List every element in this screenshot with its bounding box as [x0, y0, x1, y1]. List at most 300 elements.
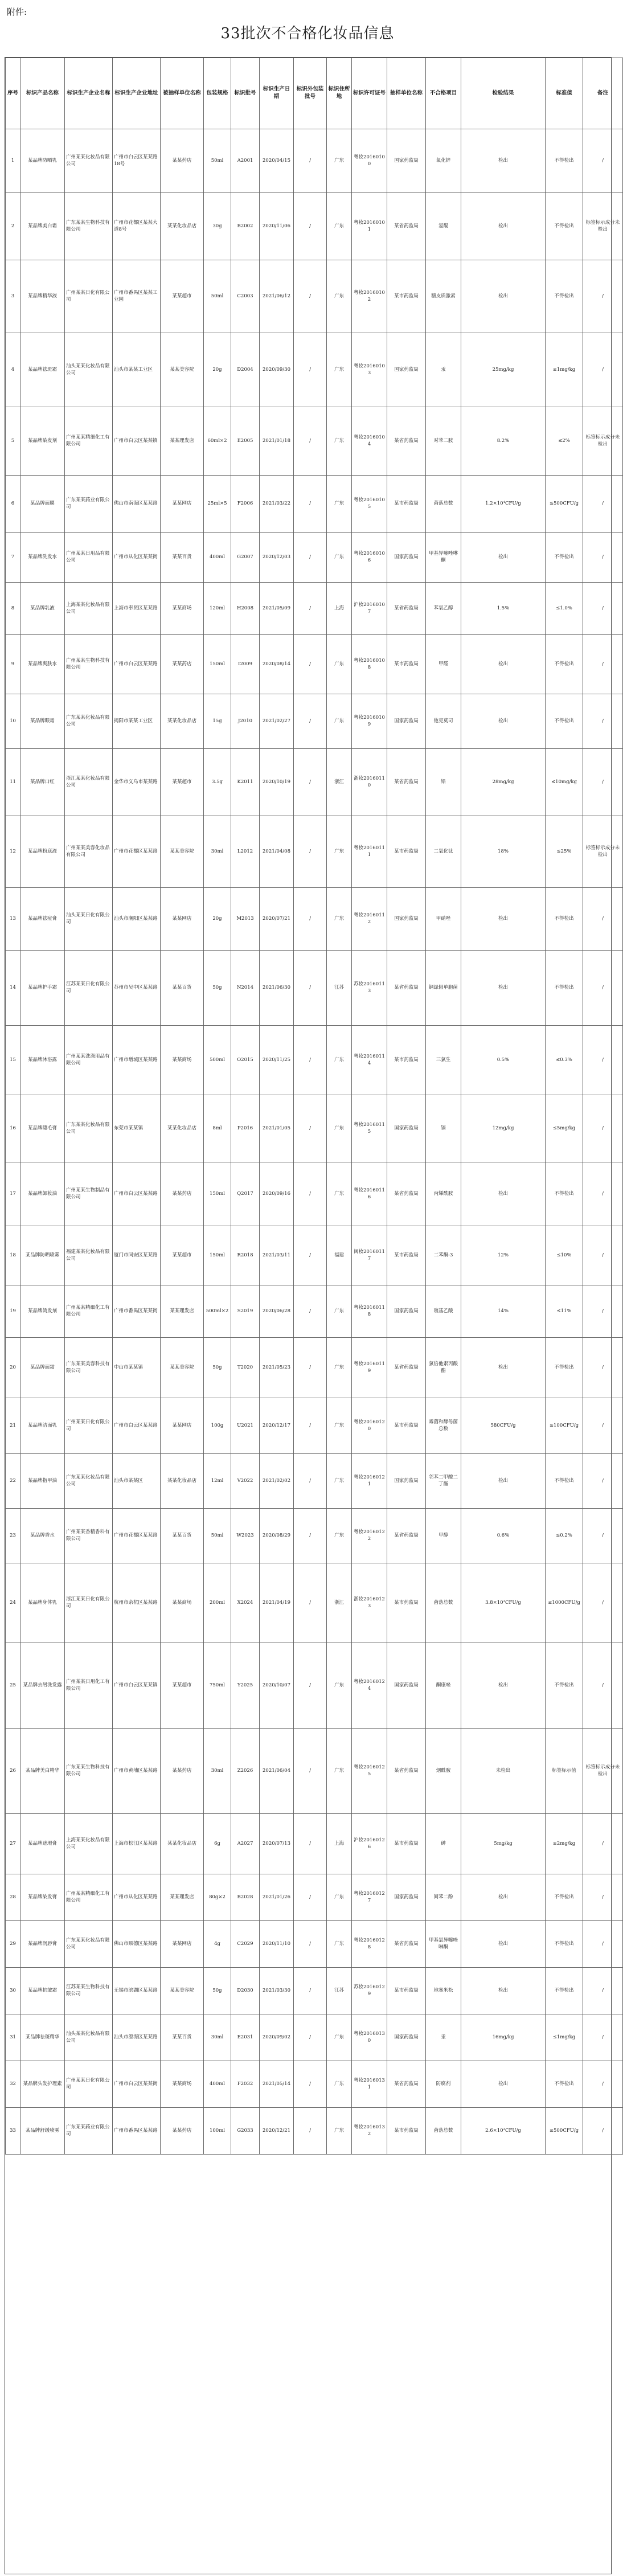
table-cell: 检出: [461, 1643, 546, 1729]
table-cell: 29: [6, 1921, 21, 1968]
table-cell: 2020/10/19: [260, 749, 294, 816]
table-cell: /: [294, 1509, 327, 1563]
table-cell: 200ml: [204, 1563, 231, 1643]
table-cell: 国家药监局: [387, 129, 426, 193]
table-cell: 某品牌面膜: [21, 476, 65, 533]
table-cell: 甲基异噻唑啉酮: [426, 533, 461, 583]
table-cell: 丙烯酰胺: [426, 1162, 461, 1226]
table-cell: /: [583, 129, 623, 193]
table-cell: 某某药店: [161, 129, 204, 193]
table-cell: /: [583, 2061, 623, 2108]
table-cell: N2014: [231, 951, 260, 1026]
table-cell: 浙江: [327, 1563, 352, 1643]
table-cell: 8.2%: [461, 407, 546, 476]
table-cell: 2: [6, 193, 21, 260]
table-cell: 某某药店: [161, 2108, 204, 2155]
table-cell: 广州市白云区某某路18号: [113, 129, 161, 193]
table-cell: 2021/01/05: [260, 1095, 294, 1162]
table-cell: 检出: [461, 888, 546, 951]
table-cell: 粤妆20160109: [352, 694, 387, 749]
table-cell: 甲醛: [426, 635, 461, 694]
table-cell: A2027: [231, 1814, 260, 1874]
table-cell: 30ml: [204, 1729, 231, 1814]
table-cell: 铜绿假单胞菌: [426, 951, 461, 1026]
table-cell: 广州某某洗涤用品有限公司: [65, 1026, 113, 1095]
table-cell: 广州市从化区某某路: [113, 1874, 161, 1921]
table-cell: 某品牌护手霜: [21, 951, 65, 1026]
table-cell: /: [294, 1968, 327, 2014]
table-cell: 苏州市吴中区某某路: [113, 951, 161, 1026]
table-cell: 广州某某日化有限公司: [65, 1398, 113, 1454]
table-cell: ≤25%: [546, 816, 583, 888]
table-cell: 粤妆20160114: [352, 1026, 387, 1095]
table-cell: 150ml: [204, 635, 231, 694]
table-cell: 检出: [461, 694, 546, 749]
table-cell: T2020: [231, 1338, 260, 1398]
table-cell: /: [294, 129, 327, 193]
table-cell: 某品牌眼霜: [21, 694, 65, 749]
table-cell: 广州某某精细化工有限公司: [65, 407, 113, 476]
table-cell: 检出: [461, 260, 546, 333]
table-cell: 120ml: [204, 583, 231, 635]
table-cell: 0.6%: [461, 1509, 546, 1563]
table-cell: 粤妆20160124: [352, 1643, 387, 1729]
table-cell: 某市药监局: [387, 1398, 426, 1454]
table-cell: 江苏某某生物科技有限公司: [65, 1968, 113, 2014]
table-cell: 广东: [327, 260, 352, 333]
table-cell: 广州市从化区某某街: [113, 533, 161, 583]
table-row: [6, 1563, 623, 1643]
table-cell: 标签标示成分未检出: [583, 193, 623, 260]
table-cell: 某某美容院: [161, 333, 204, 407]
table-cell: /: [294, 260, 327, 333]
table-cell: 20: [6, 1338, 21, 1398]
column-header: 标识住所地: [327, 58, 352, 129]
table-cell: 5: [6, 407, 21, 476]
table-cell: U2021: [231, 1398, 260, 1454]
table-cell: 广州某某美容化妆品有限公司: [65, 816, 113, 888]
table-cell: X2024: [231, 1563, 260, 1643]
table-cell: 不得检出: [546, 1454, 583, 1509]
table-cell: 某品牌爽肤水: [21, 635, 65, 694]
table-cell: 某品牌沐浴露: [21, 1026, 65, 1095]
table-cell: 汕头某某化妆品有限公司: [65, 2014, 113, 2061]
table-cell: 菌落总数: [426, 1563, 461, 1643]
table-cell: 2020/06/28: [260, 1285, 294, 1338]
table-cell: 某品牌美白精华: [21, 1729, 65, 1814]
table-cell: 某品牌祛斑霜: [21, 333, 65, 407]
table-cell: 粤妆20160122: [352, 1509, 387, 1563]
table-cell: 烟酰胺: [426, 1729, 461, 1814]
table-cell: 上海某某化妆品有限公司: [65, 1814, 113, 1874]
table-cell: 国家药监局: [387, 1643, 426, 1729]
table-cell: P2016: [231, 1095, 260, 1162]
table-cell: /: [294, 193, 327, 260]
table-cell: 某品牌头发护理素: [21, 2061, 65, 2108]
table-cell: /: [583, 1285, 623, 1338]
table-cell: 不得检出: [546, 1921, 583, 1968]
table-cell: 不得检出: [546, 1968, 583, 2014]
table-cell: /: [583, 533, 623, 583]
table-cell: 7: [6, 533, 21, 583]
table-cell: 粤妆20160102: [352, 260, 387, 333]
table-cell: 18: [6, 1226, 21, 1285]
table-cell: 某某网店: [161, 1398, 204, 1454]
table-cell: 粤妆20160119: [352, 1338, 387, 1398]
table-cell: 8: [6, 583, 21, 635]
table-cell: 某品牌遮瑕膏: [21, 1814, 65, 1874]
column-header: 标识生产企业名称: [65, 58, 113, 129]
table-cell: 广东某某化妆品有限公司: [65, 1095, 113, 1162]
table-cell: 检出: [461, 1968, 546, 2014]
table-cell: 25mg/kg: [461, 333, 546, 407]
table-cell: 佛山市南海区某某路: [113, 476, 161, 533]
table-cell: 某品牌口红: [21, 749, 65, 816]
table-cell: 3.8×10³CFU/g: [461, 1563, 546, 1643]
table-cell: 广州某某精细化工有限公司: [65, 1285, 113, 1338]
table-cell: 广东: [327, 1095, 352, 1162]
table-cell: /: [583, 1509, 623, 1563]
table-cell: 某市药监局: [387, 260, 426, 333]
table-cell: 24: [6, 1563, 21, 1643]
table-row: [6, 1729, 623, 1814]
table-cell: 某省药监局: [387, 1509, 426, 1563]
table-row: [6, 1643, 623, 1729]
table-cell: 2020/09/02: [260, 2014, 294, 2061]
table-cell: 检出: [461, 1338, 546, 1398]
table-cell: 检出: [461, 1874, 546, 1921]
table-cell: 汕头某某日化有限公司: [65, 888, 113, 951]
table-cell: /: [583, 1026, 623, 1095]
table-cell: D2030: [231, 1968, 260, 2014]
table-cell: 2020/11/06: [260, 193, 294, 260]
table-cell: 粤妆20160103: [352, 333, 387, 407]
table-row: [6, 1026, 623, 1095]
table-cell: J2010: [231, 694, 260, 749]
table-cell: /: [294, 1643, 327, 1729]
table-cell: 4: [6, 333, 21, 407]
table-cell: 3.5g: [204, 749, 231, 816]
table-cell: 1.5%: [461, 583, 546, 635]
table-cell: 某某超市: [161, 749, 204, 816]
table-cell: /: [583, 635, 623, 694]
table-cell: 广州某某生物科技有限公司: [65, 635, 113, 694]
table-cell: ≤1.0%: [546, 583, 583, 635]
table-cell: 某品牌乳液: [21, 583, 65, 635]
table-cell: 广东: [327, 2061, 352, 2108]
table-cell: 东莞市某某镇: [113, 1095, 161, 1162]
table-cell: 粤妆20160132: [352, 2108, 387, 2155]
table-cell: /: [294, 583, 327, 635]
table-cell: 某省药监局: [387, 407, 426, 476]
table-cell: C2029: [231, 1921, 260, 1968]
column-header: 标识生产企业地址: [113, 58, 161, 129]
table-cell: 50g: [204, 1338, 231, 1398]
table-cell: 2021/03/30: [260, 1968, 294, 2014]
table-cell: 广东某某药业有限公司: [65, 2108, 113, 2155]
table-cell: 某某百货: [161, 533, 204, 583]
table-cell: /: [583, 749, 623, 816]
table-cell: 某某网店: [161, 888, 204, 951]
table-cell: 2021/05/23: [260, 1338, 294, 1398]
table-cell: 10: [6, 694, 21, 749]
table-cell: 不得检出: [546, 1338, 583, 1398]
table-cell: 粤妆20160108: [352, 635, 387, 694]
table-cell: 浙妆20160110: [352, 749, 387, 816]
table-row: [6, 749, 623, 816]
table-cell: /: [583, 1162, 623, 1226]
table-cell: 标签标示值: [546, 1729, 583, 1814]
table-cell: 氧化锌: [426, 129, 461, 193]
table-cell: /: [294, 1095, 327, 1162]
table-cell: 某市药监局: [387, 1026, 426, 1095]
table-cell: 苏妆20160113: [352, 951, 387, 1026]
table-cell: 19: [6, 1285, 21, 1338]
table-cell: 福建: [327, 1226, 352, 1285]
table-row: [6, 1285, 623, 1338]
table-cell: L2012: [231, 816, 260, 888]
table-cell: 50g: [204, 951, 231, 1026]
table-cell: 2020/10/07: [260, 1643, 294, 1729]
table-cell: ≤10mg/kg: [546, 749, 583, 816]
table-cell: 国家药监局: [387, 333, 426, 407]
table-cell: V2022: [231, 1454, 260, 1509]
table-cell: /: [294, 2108, 327, 2155]
table-cell: 粤妆20160105: [352, 476, 387, 533]
table-cell: 3: [6, 260, 21, 333]
table-cell: 广东: [327, 1729, 352, 1814]
table-cell: 广东: [327, 888, 352, 951]
table-cell: 30ml: [204, 816, 231, 888]
table-cell: 广东: [327, 816, 352, 888]
table-cell: 广东: [327, 193, 352, 260]
table-cell: 广东: [327, 533, 352, 583]
table-cell: 某某百货: [161, 951, 204, 1026]
table-cell: 汞: [426, 333, 461, 407]
table-cell: ≤2%: [546, 407, 583, 476]
table-cell: 粤妆20160130: [352, 2014, 387, 2061]
table-cell: 邻苯二甲酸二丁酯: [426, 1454, 461, 1509]
table-cell: 30ml: [204, 2014, 231, 2061]
table-cell: 广东: [327, 1643, 352, 1729]
table-cell: 150ml: [204, 1226, 231, 1285]
column-header: 抽样单位名称: [387, 58, 426, 129]
table-cell: 浙江: [327, 749, 352, 816]
table-cell: 2020/11/25: [260, 1026, 294, 1095]
column-header: 标准值: [546, 58, 583, 129]
table-cell: /: [583, 1563, 623, 1643]
table-cell: 上海: [327, 1814, 352, 1874]
table-row: [6, 583, 623, 635]
table-cell: 16mg/kg: [461, 2014, 546, 2061]
table-cell: 广州某某化妆品有限公司: [65, 129, 113, 193]
table-cell: W2023: [231, 1509, 260, 1563]
table-cell: 某品牌面霜: [21, 1338, 65, 1398]
table-cell: 国家药监局: [387, 533, 426, 583]
table-cell: 广州某某生物制品有限公司: [65, 1162, 113, 1226]
table-cell: /: [294, 1285, 327, 1338]
table-cell: 防腐剂: [426, 2061, 461, 2108]
table-cell: 某市药监局: [387, 1814, 426, 1874]
table-cell: 地塞米松: [426, 1968, 461, 2014]
column-header: 不合格项目: [426, 58, 461, 129]
table-cell: 某某理发店: [161, 1874, 204, 1921]
table-cell: 某省药监局: [387, 193, 426, 260]
table-cell: /: [583, 1226, 623, 1285]
table-cell: 粤妆20160112: [352, 888, 387, 951]
table-cell: 某品牌香水: [21, 1509, 65, 1563]
table-cell: 某某商场: [161, 1563, 204, 1643]
table-cell: 标签标示成分未检出: [583, 816, 623, 888]
table-cell: 广州市白云区某某镇: [113, 1643, 161, 1729]
table-cell: 14%: [461, 1285, 546, 1338]
column-header: 备注: [583, 58, 623, 129]
table-cell: 广东某某化妆品有限公司: [65, 1454, 113, 1509]
table-row: [6, 694, 623, 749]
table-row: [6, 951, 623, 1026]
table-cell: E2031: [231, 2014, 260, 2061]
table-cell: 间苯二酚: [426, 1874, 461, 1921]
table-cell: 某品牌润唇膏: [21, 1921, 65, 1968]
table-cell: /: [583, 1643, 623, 1729]
column-header: 标识许可证号: [352, 58, 387, 129]
table-cell: 0.5%: [461, 1026, 546, 1095]
table-cell: 广东: [327, 476, 352, 533]
table-row: [6, 333, 623, 407]
table-cell: 粤妆20160104: [352, 407, 387, 476]
table-cell: 砷: [426, 1814, 461, 1874]
table-cell: 汕头某某化妆品有限公司: [65, 333, 113, 407]
table-cell: 国家药监局: [387, 2014, 426, 2061]
table-cell: 某市药监局: [387, 816, 426, 888]
table-cell: 广州市白云区某某镇: [113, 407, 161, 476]
table-cell: 检出: [461, 2061, 546, 2108]
table-cell: 广东某某药业有限公司: [65, 476, 113, 533]
table-cell: 揭阳市某某工业区: [113, 694, 161, 749]
table-row: [6, 816, 623, 888]
table-cell: 检出: [461, 1454, 546, 1509]
table-cell: 4g: [204, 1921, 231, 1968]
table-cell: ≤500CFU/g: [546, 476, 583, 533]
table-cell: 粤妆20160131: [352, 2061, 387, 2108]
table-cell: I2009: [231, 635, 260, 694]
table-cell: 某品牌烫发剂: [21, 1285, 65, 1338]
table-cell: 江苏某某日化有限公司: [65, 951, 113, 1026]
table-cell: 2020/04/15: [260, 129, 294, 193]
table-cell: /: [294, 2061, 327, 2108]
table-cell: 粤妆20160121: [352, 1454, 387, 1509]
table-cell: 21: [6, 1398, 21, 1454]
table-row: [6, 1095, 623, 1162]
table-row: [6, 407, 623, 476]
table-cell: Y2025: [231, 1643, 260, 1729]
table-cell: 检出: [461, 129, 546, 193]
table-cell: 某某化妆品店: [161, 1095, 204, 1162]
table-cell: K2011: [231, 749, 260, 816]
table-cell: 不得检出: [546, 533, 583, 583]
table-cell: 不得检出: [546, 888, 583, 951]
table-row: [6, 1398, 623, 1454]
table-cell: 巯基乙酸: [426, 1285, 461, 1338]
table-cell: 25: [6, 1643, 21, 1729]
table-cell: /: [583, 951, 623, 1026]
table-cell: 广东: [327, 2108, 352, 2155]
table-cell: 16: [6, 1095, 21, 1162]
table-cell: 不得检出: [546, 635, 583, 694]
table-cell: /: [294, 635, 327, 694]
table-cell: 100ml: [204, 2108, 231, 2155]
table-cell: 2.6×10³CFU/g: [461, 2108, 546, 2155]
table-cell: /: [294, 333, 327, 407]
table-cell: 750ml: [204, 1643, 231, 1729]
table-cell: 某某百货: [161, 2014, 204, 2061]
table-cell: 菌落总数: [426, 2108, 461, 2155]
table-cell: 12: [6, 816, 21, 888]
table-cell: 检出: [461, 1162, 546, 1226]
table-cell: 某品牌染发膏: [21, 1874, 65, 1921]
table-cell: 80g×2: [204, 1874, 231, 1921]
table-cell: 汕头市澄海区某某路: [113, 2014, 161, 2061]
table-cell: /: [583, 2014, 623, 2061]
table-cell: 甲醇: [426, 1509, 461, 1563]
table-cell: 2020/09/30: [260, 333, 294, 407]
table-cell: /: [294, 1026, 327, 1095]
table-row: [6, 1509, 623, 1563]
column-header: 标识生产日期: [260, 58, 294, 129]
table-cell: 20g: [204, 888, 231, 951]
table-cell: ≤5mg/kg: [546, 1095, 583, 1162]
table-cell: 13: [6, 888, 21, 951]
table-cell: 广东: [327, 129, 352, 193]
table-cell: 浙江某某化妆品有限公司: [65, 749, 113, 816]
table-cell: 广东: [327, 407, 352, 476]
table-cell: /: [294, 1398, 327, 1454]
table-cell: /: [294, 749, 327, 816]
table-cell: 33: [6, 2108, 21, 2155]
table-cell: ≤1mg/kg: [546, 2014, 583, 2061]
table-cell: F2006: [231, 476, 260, 533]
table-cell: 某某美容院: [161, 1968, 204, 2014]
table-cell: 某市药监局: [387, 2108, 426, 2155]
table-cell: 厦门市同安区某某路: [113, 1226, 161, 1285]
table-row: [6, 533, 623, 583]
table-cell: 2020/08/14: [260, 635, 294, 694]
table-cell: 粤妆20160118: [352, 1285, 387, 1338]
table-row: [6, 1921, 623, 1968]
table-cell: 某品牌身体乳: [21, 1563, 65, 1643]
table-cell: 2020/12/03: [260, 533, 294, 583]
results-table-wrap: [5, 57, 620, 2574]
table-cell: 50ml: [204, 129, 231, 193]
table-cell: /: [583, 583, 623, 635]
table-cell: 沪妆20160126: [352, 1814, 387, 1874]
table-cell: 浙妆20160123: [352, 1563, 387, 1643]
table-cell: 广州市白云区某某路: [113, 1398, 161, 1454]
table-cell: 某某药店: [161, 635, 204, 694]
table-cell: 18%: [461, 816, 546, 888]
table-cell: 2021/04/08: [260, 816, 294, 888]
table-cell: 苏妆20160129: [352, 1968, 387, 2014]
table-row: [6, 476, 623, 533]
table-cell: 汕头市潮阳区某某路: [113, 888, 161, 951]
table-cell: ≤0.2%: [546, 1509, 583, 1563]
table-cell: 霉菌和酵母菌总数: [426, 1398, 461, 1454]
table-cell: ≤11%: [546, 1285, 583, 1338]
table-cell: 广东某某美容科技有限公司: [65, 1338, 113, 1398]
table-cell: /: [583, 1338, 623, 1398]
table-cell: 广东某某生物科技有限公司: [65, 193, 113, 260]
table-cell: 广州市番禺区某某街: [113, 1285, 161, 1338]
